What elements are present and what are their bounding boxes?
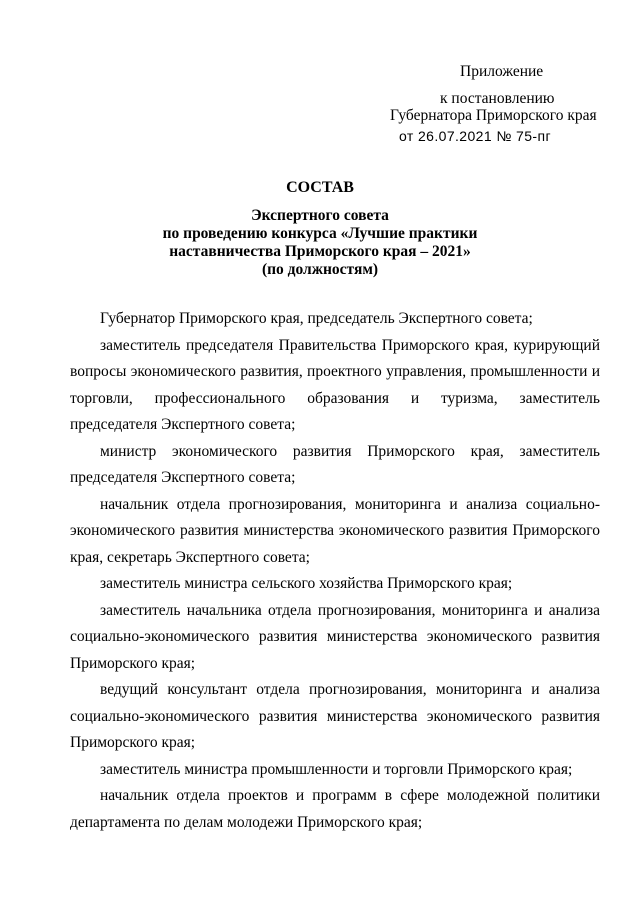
member-item: заместитель министра сельского хозяйства Приморского края; <box>100 575 513 592</box>
member-item: начальник отдела прогнозирования, мониторинга и анализа социально-экономического развития министерства экономического развития Приморского края, секретарь Экспертного совета; <box>70 495 600 566</box>
appendix-governor-line: Губернатора Приморского края <box>390 107 597 124</box>
title-subline-by-position: (по должностям) <box>261 261 379 278</box>
member-item: Губернатор Приморского края, председатель Экспертного совета; <box>100 310 533 327</box>
title-subline-contest: по проведению конкурса «Лучшие практики <box>162 225 478 242</box>
member-item: министр экономического развития Приморского края, заместитель председателя Экспертного совета; <box>70 442 600 486</box>
appendix-date-number: от 26.07.2021 № 75-пг <box>399 128 551 144</box>
title-subline-council: Экспертного совета <box>251 207 389 224</box>
members-list <box>70 306 600 836</box>
appendix-title: Приложение <box>460 63 544 80</box>
member-item: заместитель министра промышленности и торговли Приморского края; <box>100 760 573 778</box>
member-item: заместитель председателя Правительства Приморского края, курирующий вопросы экономического развития, проектного управления, промышленности и торговли, профессионального образования и туризма, заместитель председателя Экспертного совета; <box>70 336 600 433</box>
member-item: заместитель начальника отдела прогнозирования, мониторинга и анализа социально-экономического развития министерства экономического развития Приморского края; <box>70 601 600 672</box>
title-subline-mentorship: наставничества Приморского края – 2021» <box>169 243 471 260</box>
document-title: СОСТАВ <box>286 179 354 196</box>
member-item: ведущий консультант отдела прогнозирования, мониторинга и анализа социально-экономического развития министерства экономического развития Приморского края; <box>70 681 600 751</box>
appendix-decree-line: к постановлению <box>440 90 555 107</box>
member-item: начальник отдела проектов и программ в сфере молодежной политики департамента по делам молодежи Приморского края; <box>70 787 600 831</box>
